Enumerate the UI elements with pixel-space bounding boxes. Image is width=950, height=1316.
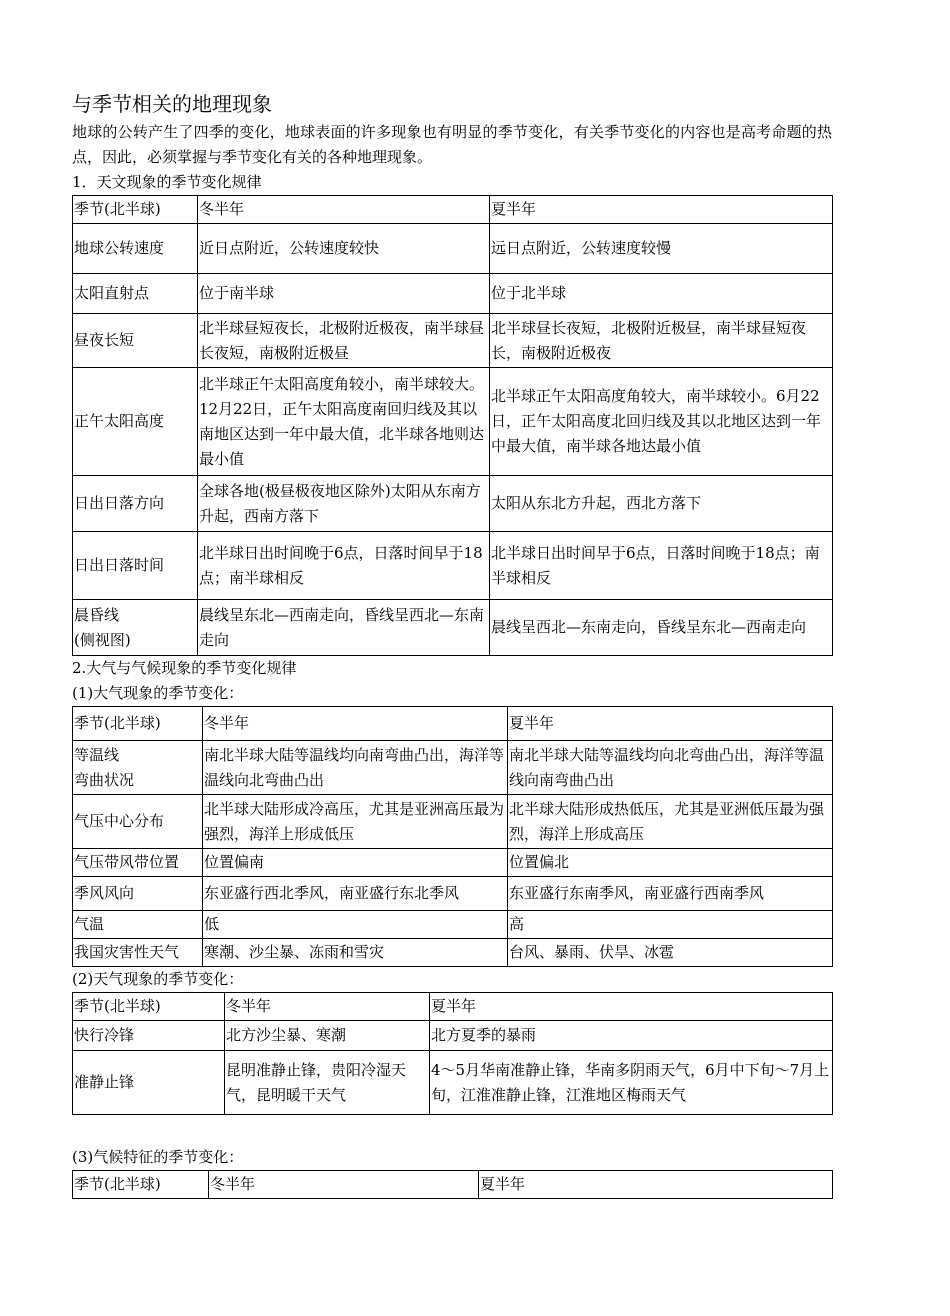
table-row [73,476,833,532]
row-label-cell: 气温 [73,911,203,939]
table-header-cell: 夏半年 [508,707,833,741]
row-label-cell: 日出日落时间 [73,532,198,600]
table-header-row [73,993,833,1021]
table-header-row [73,196,833,224]
table-cell: 北半球正午太阳高度角较大，南半球较小。6月22日，正午太阳高度北回归线及其以北地区达到一年中最大值，南半球各地达最小值 [490,368,833,476]
table-cell: 晨线呈西北—东南走向，昏线呈东北—西南走向 [490,600,833,656]
section2-sub2-heading: (2)天气现象的季节变化： [72,970,244,988]
row-label-cell: 日出日落方向 [73,476,198,532]
climate-table [72,1170,833,1199]
table-cell: 北方沙尘暴、寒潮 [225,1021,430,1051]
table-header-cell: 季节(北半球) [73,993,225,1021]
table-cell: 太阳从东北方升起，西北方落下 [490,476,833,532]
table-cell: 位于北半球 [490,274,833,314]
table-header-cell: 季节(北半球) [73,196,198,224]
section2-heading: 2.大气与气候现象的季节变化规律 [72,659,297,677]
table-header-row [73,1171,833,1199]
table-cell: 东亚盛行东南季风，南亚盛行西南季风 [508,877,833,911]
table-cell: 晨线呈东北—西南走向，昏线呈西北—东南走向 [198,600,490,656]
table-row [73,877,833,911]
table-header-cell: 冬半年 [209,1171,479,1199]
table-cell: 全球各地(极昼极夜地区除外)太阳从东南方升起，西南方落下 [198,476,490,532]
table-cell: 北半球日出时间早于6点，日落时间晚于18点；南半球相反 [490,532,833,600]
table-cell: 北方夏季的暴雨 [430,1021,833,1051]
row-label-cell: 正午太阳高度 [73,368,198,476]
row-label-cell: 气压带风带位置 [73,849,203,877]
table-cell: 近日点附近，公转速度较快 [198,224,490,274]
table-header-cell: 季节(北半球) [73,707,203,741]
section2-sub3-heading: (3)气候特征的季节变化： [72,1148,244,1166]
row-label-cell: 晨昏线 (侧视图) [73,600,198,656]
row-label-cell: 气压中心分布 [73,795,203,849]
table-row [73,1021,833,1051]
table-row [73,368,833,476]
document-title: 与季节相关的地理现象 [72,92,272,116]
table-header-cell: 冬半年 [198,196,490,224]
weather-table [72,992,833,1115]
table-cell: 北半球正午太阳高度角较小，南半球较大。12月22日，正午太阳高度南回归线及其以南地区达到一年中最大值，北半球各地则达最小值 [198,368,490,476]
table-row [73,795,833,849]
table-header-cell: 冬半年 [225,993,430,1021]
intro-paragraph: 地球的公转产生了四季的变化，地球表面的许多现象也有明显的季节变化，有关季节变化的内容也是高考命题的热点，因此，必须掌握与季节变化有关的各种地理现象。 [72,123,832,166]
table-header-cell: 冬半年 [203,707,508,741]
atmosphere-table [72,706,833,967]
table-cell: 4～5月华南准静止锋，华南多阴雨天气，6月中下旬～7月上旬，江淮准静止锋，江淮地区梅雨天气 [430,1051,833,1115]
table-row [73,939,833,967]
row-label-cell: 等温线 弯曲状况 [73,741,203,795]
section1-heading: 1．天文现象的季节变化规律 [72,173,262,191]
section2-sub1-heading: (1)大气现象的季节变化： [72,684,244,702]
table-cell: 低 [203,911,508,939]
table-cell: 台风、暴雨、伏旱、冰雹 [508,939,833,967]
row-label-cell: 地球公转速度 [73,224,198,274]
row-label-cell: 太阳直射点 [73,274,198,314]
table-row [73,600,833,656]
table-cell: 北半球日出时间晚于6点，日落时间早于18点；南半球相反 [198,532,490,600]
table-cell: 昆明准静止锋，贵阳冷湿天气，昆明暖干天气 [225,1051,430,1115]
table-row [73,1051,833,1115]
row-label-cell: 快行冷锋 [73,1021,225,1051]
astronomy-table [72,195,833,656]
table-cell: 北半球昼短夜长，北极附近极夜，南半球昼长夜短，南极附近极昼 [198,314,490,368]
table-cell: 高 [508,911,833,939]
row-label-cell: 季风风向 [73,877,203,911]
table-header-cell: 夏半年 [430,993,833,1021]
row-label-cell: 准静止锋 [73,1051,225,1115]
table-cell: 北半球大陆形成热低压，尤其是亚洲低压最为强烈，海洋上形成高压 [508,795,833,849]
row-label-cell: 我国灾害性天气 [73,939,203,967]
table-cell: 东亚盛行西北季风，南亚盛行东北季风 [203,877,508,911]
table-row [73,849,833,877]
table-row [73,224,833,274]
table-row [73,314,833,368]
table-cell: 南北半球大陆等温线均向南弯曲凸出，海洋等温线向北弯曲凸出 [203,741,508,795]
table-cell: 北半球大陆形成冷高压，尤其是亚洲高压最为强烈，海洋上形成低压 [203,795,508,849]
table-row [73,532,833,600]
table-header-cell: 夏半年 [490,196,833,224]
row-label-cell: 昼夜长短 [73,314,198,368]
table-cell: 南北半球大陆等温线均向北弯曲凸出，海洋等温线向南弯曲凸出 [508,741,833,795]
table-row [73,911,833,939]
table-header-row [73,707,833,741]
table-cell: 位于南半球 [198,274,490,314]
table-header-cell: 季节(北半球) [73,1171,209,1199]
table-cell: 位置偏北 [508,849,833,877]
spacer [72,1115,832,1145]
document-page [72,88,832,1199]
table-header-cell: 夏半年 [479,1171,833,1199]
table-cell: 位置偏南 [203,849,508,877]
table-row [73,741,833,795]
table-cell: 北半球昼长夜短，北极附近极昼，南半球昼短夜长，南极附近极夜 [490,314,833,368]
table-row [73,274,833,314]
table-cell: 寒潮、沙尘暴、冻雨和雪灾 [203,939,508,967]
table-cell: 远日点附近，公转速度较慢 [490,224,833,274]
